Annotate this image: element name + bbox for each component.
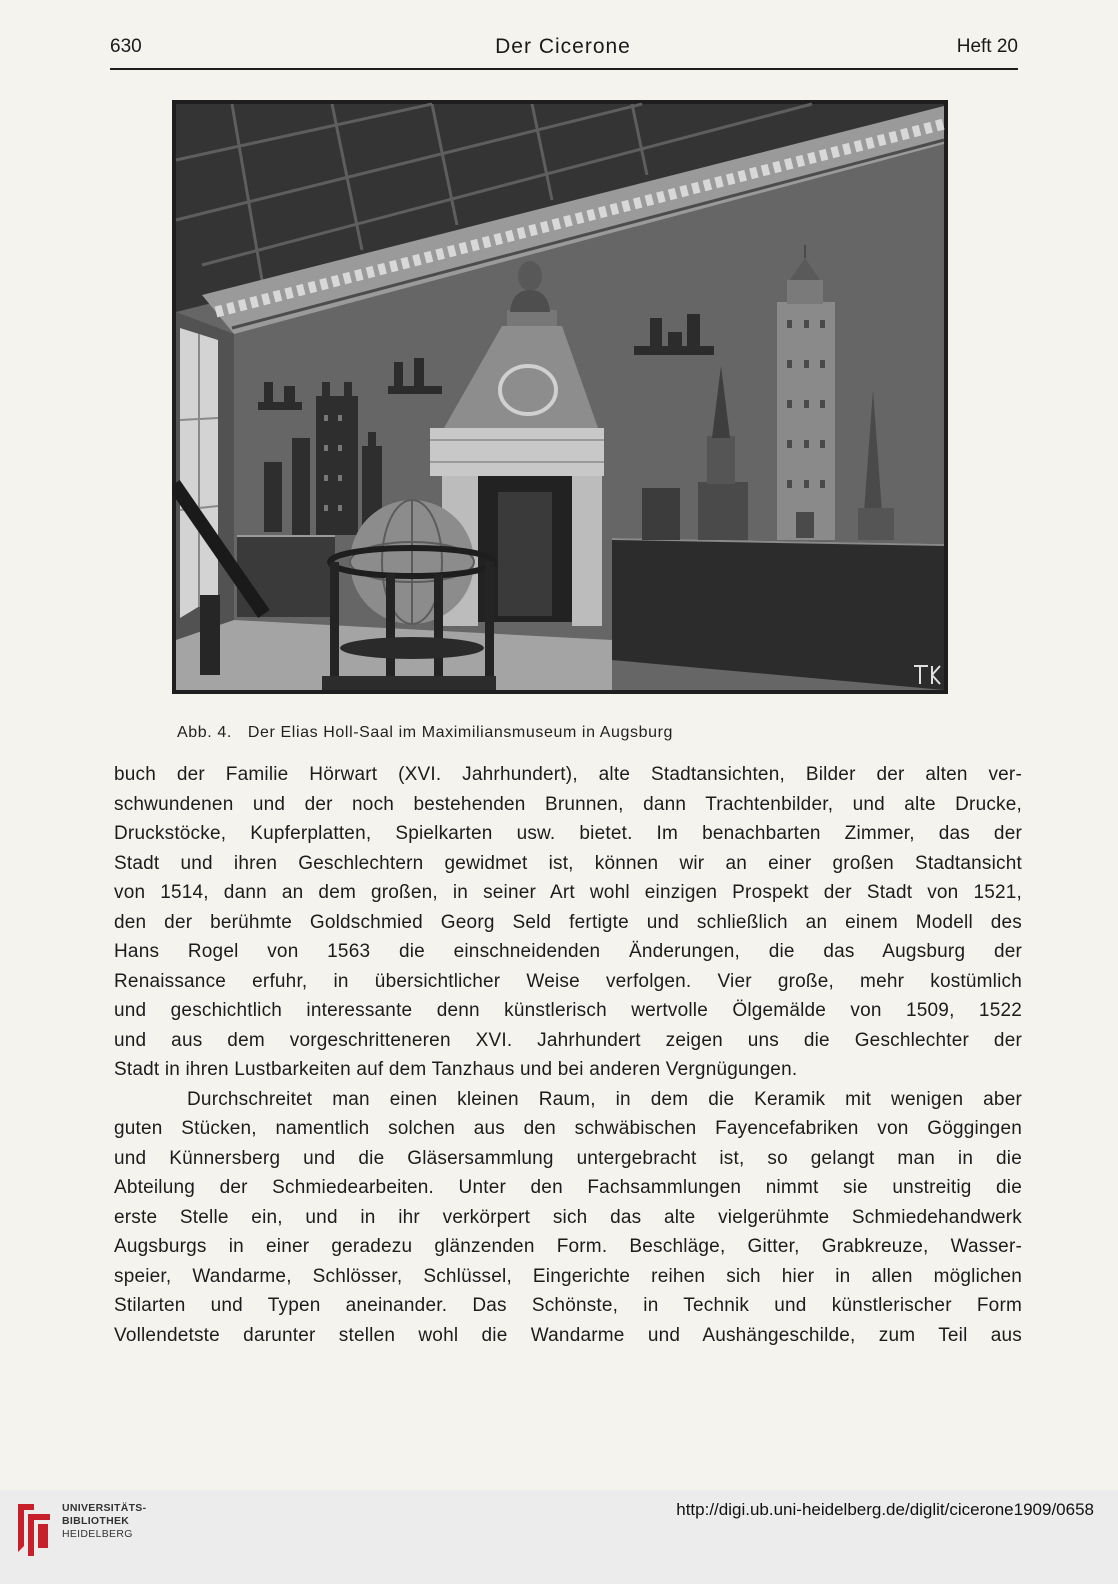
body-text — [114, 760, 1022, 1350]
text-line: Stilarten und Typen aneinander. Das Schönste, in Technik und künstlerischer Form — [114, 1295, 1022, 1316]
photo-fireplace-back — [498, 492, 552, 616]
text-line: von 1514, dann an dem großen, in seiner Art wohl einzigen Prospekt der Stadt von 1521, — [114, 882, 1022, 903]
header-rule — [110, 68, 1018, 70]
page-number: 630 — [110, 36, 142, 57]
photo-globe-base — [322, 676, 496, 690]
library-name-line3: HEIDELBERG — [62, 1528, 133, 1540]
digitization-footer — [0, 1490, 1118, 1584]
photo-table-model — [642, 488, 680, 540]
text-line: und aus dem vorgeschritteneren XVI. Jahrhundert zeigen uns die Geschlechter der — [114, 1029, 1022, 1051]
journal-title: Der Cicerone — [495, 35, 631, 58]
text-line: Stadt in ihren Lustbarkeiten auf dem Tanzhaus und bei anderen Vergnügungen. — [114, 1059, 798, 1080]
figure-photo — [172, 100, 948, 694]
photo-room-scene — [172, 100, 948, 694]
text-line: Renaissance erfuhr, in übersichtlicher Weise verfolgen. Vier große, mehr kostümlich — [114, 970, 1022, 992]
text-line: Augsburgs in einer geradezu glänzenden Form. Beschläge, Gitter, Grabkreuze, Wasser- — [114, 1236, 1022, 1257]
text-line: den der berühmte Goldschmied Georg Seld fertigte und schließlich an einem Modell des — [114, 911, 1022, 933]
photo-spire-base — [698, 482, 748, 540]
issue-label: Heft 20 — [956, 36, 1018, 57]
library-name-line2: BIBLIOTHEK — [62, 1515, 130, 1527]
photo-tall-tower — [777, 302, 835, 540]
text-line: Vollendetste darunter stellen wohl die Wandarme und Aushängeschilde, zum Teil aus — [114, 1324, 1022, 1346]
photo-bust-head — [518, 261, 542, 291]
library-logo-icon — [12, 1500, 56, 1560]
text-line: schwundenen und der noch bestehenden Brunnen, dann Trachtenbilder, und alte Drucke, — [114, 793, 1022, 815]
photo-telescope-stand — [200, 595, 220, 675]
library-name-line1: UNIVERSITÄTS- — [62, 1502, 147, 1514]
photo-globe-stretcher — [340, 637, 484, 659]
source-url: http://digi.ub.uni-heidelberg.de/diglit/cicerone1909/0658 — [676, 1500, 1094, 1519]
text-line: Stadt und ihren Geschlechtern gewidmet ist, können wir an einer großen Stadtansicht — [114, 852, 1022, 874]
text-line: Hans Rogel von 1563 die einschneidenden Änderungen, die das Augsburg der — [114, 941, 1022, 962]
photo-bust-pedestal — [507, 310, 557, 328]
caption-label: Abb. 4. — [177, 724, 232, 741]
text-line: buch der Familie Hörwart (XVI. Jahrhundert), alte Stadtansichten, Bilder der alten ver- — [114, 764, 1022, 785]
text-line: speier, Wandarme, Schlösser, Schlüssel, Eingerichte reihen sich hier in allen möglichen — [114, 1265, 1022, 1287]
photo-spire-middle — [707, 436, 735, 484]
text-line: guten Stücken, namentlich solchen aus den schwäbischen Fayencefabriken von Göggingen — [114, 1118, 1022, 1139]
text-line: und Künnersberg und die Gläsersammlung untergebracht ist, so gelangt man in die — [114, 1147, 1022, 1169]
text-line: und geschichtlich interessante denn künstlerisch wertvolle Ölgemälde von 1509, 1522 — [114, 1000, 1022, 1021]
photo-fireplace-mantel — [430, 428, 604, 476]
caption-text: Der Elias Holl-Saal im Maximiliansmuseum in Augsburg — [247, 724, 674, 741]
figure-caption — [177, 721, 673, 745]
photo-tall-tower-top — [787, 280, 823, 304]
text-line: erste Stelle ein, und in ihr verkörpert sich das alte vielgerühmte Schmiedehandwerk — [114, 1206, 1022, 1228]
text-line: Durchschreitet man einen kleinen Raum, in dem die Keramik mit wenigen aber — [187, 1088, 1022, 1110]
photo-fireplace-pillar-right — [572, 476, 602, 626]
photo-right-spire-base — [858, 508, 894, 540]
text-line: Druckstöcke, Kupferplatten, Spielkarten usw. bietet. Im benachbarten Zimmer, das der — [114, 823, 1022, 844]
text-line: Abteilung der Schmiedearbeiten. Unter den Fachsammlungen nimmt sie unstreitig die — [114, 1177, 1022, 1198]
